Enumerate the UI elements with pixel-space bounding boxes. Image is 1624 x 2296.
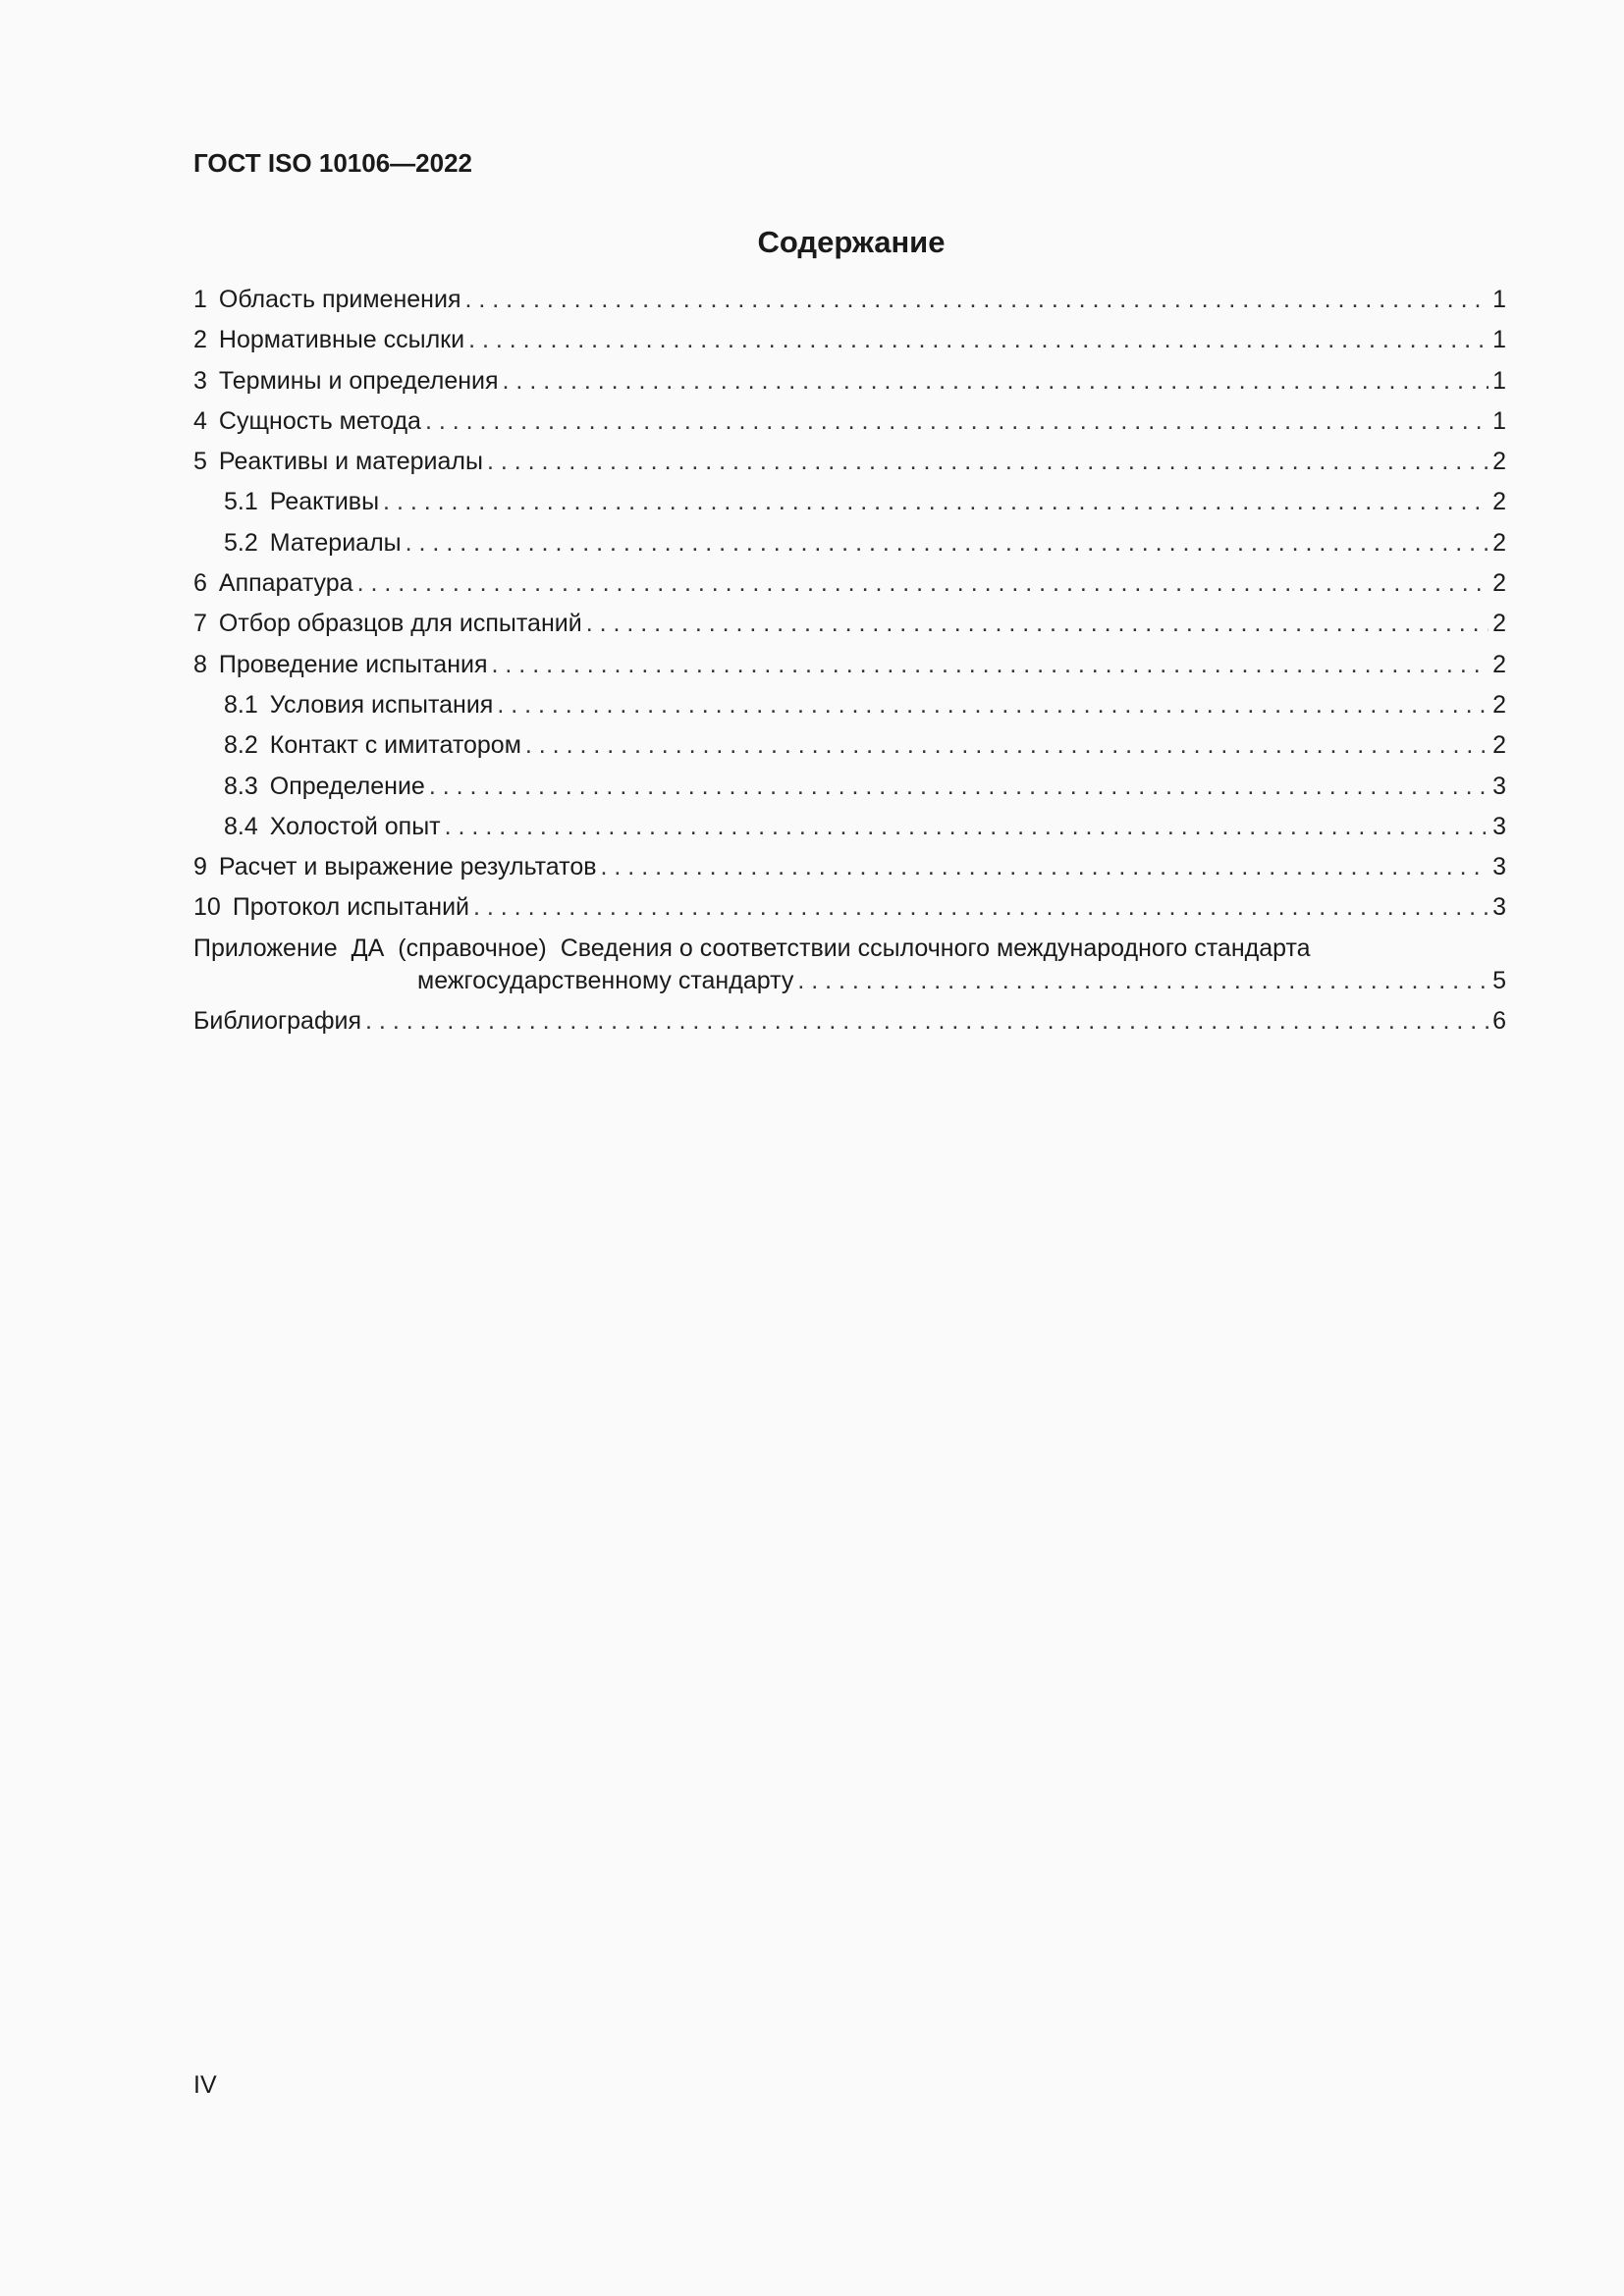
toc-label: Аппаратура (218, 569, 353, 598)
toc-page-number: 3 (1492, 893, 1506, 922)
toc-bibliography[interactable] (193, 1007, 1506, 1047)
toc-label: Проведение испытания (218, 650, 488, 678)
toc-entry[interactable] (193, 529, 1506, 569)
toc-entry[interactable] (193, 893, 1506, 934)
toc-label: Нормативные ссылки (218, 326, 465, 354)
toc-label: Реактивы и материалы (218, 448, 483, 476)
toc-entry[interactable] (193, 448, 1506, 488)
toc-entry[interactable] (193, 407, 1506, 448)
toc-page-number: 2 (1492, 488, 1506, 516)
dot-leader (468, 326, 1489, 354)
toc-appendix-line2[interactable] (193, 967, 1506, 1007)
dot-leader (525, 731, 1489, 760)
toc-label: Холостой опыт (269, 812, 441, 840)
toc-entry[interactable] (193, 569, 1506, 610)
dot-leader (797, 967, 1489, 995)
document-header: ГОСТ ISO 10106—2022 (193, 148, 473, 178)
toc-page-number: 3 (1492, 853, 1506, 881)
toc-entry[interactable] (193, 853, 1506, 893)
toc-page-number: 2 (1492, 650, 1506, 678)
toc-entry[interactable] (193, 286, 1506, 326)
page-title: Содержание (757, 225, 946, 259)
toc-page-number: 1 (1492, 366, 1506, 395)
toc-page-number: 3 (1492, 772, 1506, 800)
toc-number: 1 (193, 286, 207, 313)
toc-label: Термины и определения (218, 366, 499, 395)
appendix-kind: (справочное) (398, 934, 547, 962)
toc-label: Область применения (218, 286, 461, 313)
dot-leader (503, 367, 1489, 396)
dot-leader (406, 529, 1489, 558)
toc-number: 5.2 (224, 528, 258, 557)
toc-label: Условия испытания (269, 690, 494, 719)
toc-number: 6 (193, 569, 207, 598)
toc-number: 2 (193, 326, 207, 354)
toc-number: 8.1 (224, 690, 258, 719)
toc-entry[interactable] (193, 367, 1506, 407)
toc-number: 8.2 (224, 731, 258, 760)
toc-entry[interactable] (193, 691, 1506, 731)
toc-label: Отбор образцов для испытаний (218, 610, 582, 638)
toc-number: 4 (193, 406, 207, 435)
dot-leader (464, 286, 1489, 314)
dot-leader (429, 773, 1489, 801)
toc-label: Определение (269, 772, 425, 800)
toc-entry[interactable] (193, 813, 1506, 853)
toc-number: 5 (193, 448, 207, 476)
dot-leader (473, 893, 1489, 922)
toc-page-number: 6 (1492, 1007, 1506, 1036)
toc-label: Расчет и выражение результатов (218, 853, 597, 881)
toc-page-number: 1 (1492, 286, 1506, 313)
toc-appendix-line1[interactable] (193, 934, 1506, 967)
toc-entry[interactable] (193, 610, 1506, 650)
dot-leader (383, 488, 1489, 516)
toc-number: 10 (193, 893, 221, 922)
appendix-title-cont: межгосударственному стандарту (417, 966, 794, 994)
toc-page-number: 3 (1492, 812, 1506, 840)
toc-number: 5.1 (224, 488, 258, 516)
page-number-footer: IV (193, 2071, 217, 2099)
toc-page-number: 2 (1492, 528, 1506, 557)
toc-page-number: 2 (1492, 569, 1506, 598)
toc-page-number: 5 (1492, 966, 1506, 994)
toc-number: 9 (193, 853, 207, 881)
toc-label: Контакт с имитатором (269, 731, 521, 760)
appendix-title: Сведения о соответствии ссылочного международного стандарта (560, 934, 1311, 962)
toc-page-number: 2 (1492, 448, 1506, 476)
toc-page-number: 1 (1492, 406, 1506, 435)
table-of-contents (193, 286, 1506, 1047)
dot-leader (586, 610, 1489, 638)
appendix-prefix: Приложение (193, 934, 338, 962)
dot-leader (445, 813, 1489, 841)
toc-label: Реактивы (269, 488, 380, 516)
toc-page-number: 2 (1492, 690, 1506, 719)
toc-entry[interactable] (193, 773, 1506, 813)
toc-number: 8.3 (224, 772, 258, 800)
toc-label: Сущность метода (218, 406, 421, 435)
toc-page-number: 1 (1492, 326, 1506, 354)
toc-page-number: 2 (1492, 731, 1506, 760)
dot-leader (497, 691, 1489, 720)
toc-entry[interactable] (193, 651, 1506, 691)
toc-number: 7 (193, 610, 207, 638)
toc-entry[interactable] (193, 488, 1506, 528)
toc-number: 8.4 (224, 812, 258, 840)
toc-label: Протокол испытаний (232, 893, 469, 922)
appendix-letter: ДА (351, 934, 385, 962)
dot-leader (365, 1007, 1489, 1036)
toc-page-number: 2 (1492, 610, 1506, 638)
toc-entry[interactable] (193, 731, 1506, 772)
toc-number: 8 (193, 650, 207, 678)
toc-entry[interactable] (193, 326, 1506, 366)
dot-leader (425, 407, 1489, 436)
toc-label: Библиография (193, 1007, 362, 1036)
toc-label: Материалы (269, 528, 402, 557)
dot-leader (601, 853, 1489, 881)
dot-leader (487, 448, 1489, 476)
dot-leader (357, 569, 1489, 598)
toc-number: 3 (193, 366, 207, 395)
dot-leader (492, 651, 1489, 679)
